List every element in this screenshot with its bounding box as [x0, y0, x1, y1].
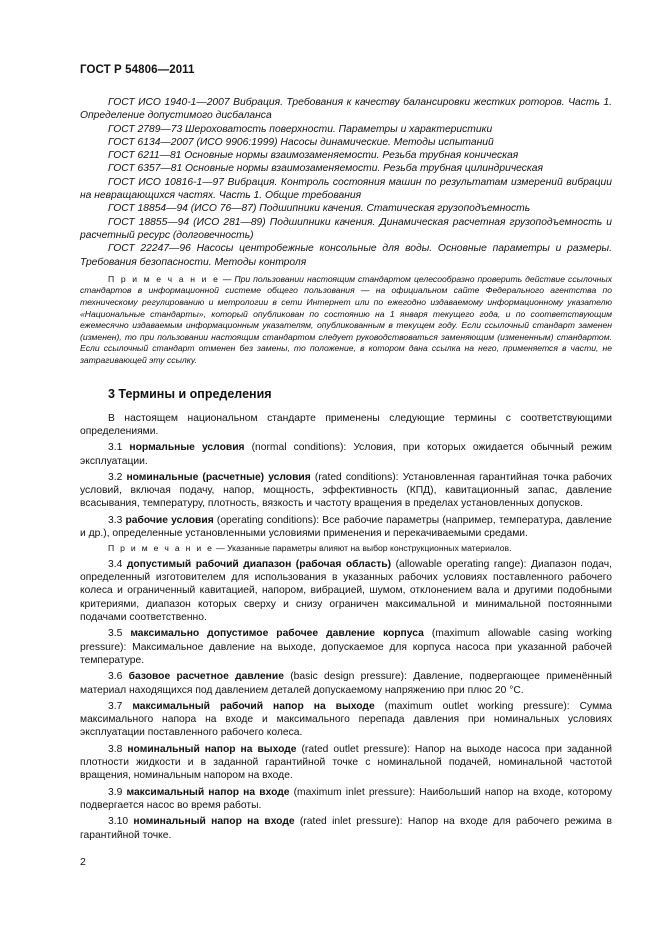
normative-references-list: [80, 96, 612, 269]
term-definition: [80, 670, 612, 697]
term-definition: [80, 627, 612, 667]
reference-item: ГОСТ 18854—94 (ИСО 76—87) Подшипники качения. Статическая грузоподъемность: [108, 203, 531, 215]
reference-item: ГОСТ 6211—81 Основные нормы взаимозаменяемости. Резьба трубная коническая: [108, 150, 519, 162]
note-text: — При пользовании настоящим стандартом целесообразно проверить действие ссылочных стандартов в информационной системе общего пользования — на официальном сайте Федерального агентства по техническому регулированию и метрологии в сети Интернет или по ежегодно издаваемому информационному указателю «Национальные стандарты», который опубликован по состоянию на 1 января текущего года, и по соответствующим ежемесячно издаваемым информационным указателям, опубликованным в текущем году. Если ссылочный стандарт заменен (изменен), то при пользовании настоящим стандартом следует руководствоваться заменяющим (измененным) стандартом. Если ссылочный стандарт отменен без замены, то положение, в котором дана ссылка на него, применяется в части, не затрагивающей эту ссылку.: [80, 273, 612, 366]
term-definition: [80, 471, 612, 511]
term-number: 3.4: [108, 558, 123, 570]
note-text: — Указанные параметры влияют на выбор конструкционных материалов.: [213, 543, 512, 554]
term-definition: [80, 743, 612, 783]
term-name: максимальный напор на входе: [126, 786, 290, 798]
term-definition: [80, 815, 612, 842]
note-label: П р и м е ч а н и е: [108, 273, 220, 284]
term-name: максимальный рабочий напор на выходе: [132, 700, 375, 712]
term-name: номинальный напор на входе: [133, 816, 295, 828]
term-text: (rated inlet pressure): Напор на входе для рабочего режима в гарантийной точке.: [80, 816, 612, 841]
term-name: допустимый рабочий диапазон (рабочая область): [126, 558, 392, 570]
term-number: 3.9: [108, 786, 123, 798]
term-text: (operating conditions): Все рабочие параметры (например, температура, давление и др.), определенные установленными условиями применения и перекачиваемыми средами.: [80, 514, 612, 539]
term-text: (basic design pressure): Давление, подвергающее применённый материал находящихся под давлением деталей допускаемому напряжению при плюс 20 °C.: [80, 671, 612, 696]
term-definition: [80, 558, 612, 624]
term-text: (maximum allowable casing working pressure): Максимальное давление на выходе, допускаемое для корпуса насоса при указанной рабочей температуре.: [80, 628, 612, 666]
term-text: (rated outlet pressure): Напор на выходе насоса при заданной плотности жидкости и в заданной гарантийной точке с номинальной подачей, номинальной частотой вращения, номинальным напором на входе.: [80, 743, 612, 782]
term-number: 3.2: [108, 471, 123, 483]
reference-item: ГОСТ 18855—94 (ИСО 281—89) Подшипники качения. Динамическая расчетная грузоподъемность и расчетный ресурс (долговечность): [80, 216, 612, 241]
term-text: (allowable operating range): Диапазон подач, определенный изготовителем для использования в указанных рабочих условиях поставленного рабочего колеса и ограниченный кавитацией, напором, вибрацией, шумом, отклонением вала и другими подобными критериями, диапазон которых сверху и снизу ограничен максимальной и минимальной постоянными подачами соответственно.: [80, 558, 612, 624]
term-text: (maximum outlet working pressure): Сумма максимального напора на входе и максимального перепада давления при номинальных условиях эксплуатации поставленного рабочего колеса.: [80, 700, 612, 739]
term-name: нормальные условия: [129, 442, 245, 454]
term-number: 3.3: [108, 514, 123, 526]
reference-item: ГОСТ ИСО 10816-1—97 Вибрация. Контроль состояния машин по результатам измерений вибрации на невращающихся частях. Часть 1. Общие требования: [80, 176, 612, 202]
page-number: 2: [80, 856, 86, 868]
section-title: 3 Термины и определения: [108, 386, 272, 401]
term-name: базовое расчетное давление: [128, 671, 284, 683]
term-number: 3.7: [108, 700, 123, 712]
term-definition: [80, 786, 612, 813]
section-intro: В настоящем национальном стандарте применены следующие термины с соответствующими определениями.: [80, 412, 612, 437]
term-definition: [80, 441, 612, 468]
note-label: П р и м е ч а н и е: [108, 543, 214, 554]
term-name: номинальный напор на выходе: [127, 743, 297, 755]
term-name: рабочие условия: [125, 514, 214, 526]
reference-item: ГОСТ ИСО 1940-1—2007 Вибрация. Требования к качеству балансировки жестких роторов. Часть 1. Определение допустимого дисбаланса: [80, 97, 612, 122]
reference-item: ГОСТ 6134—2007 (ИСО 9906:1999) Насосы динамические. Методы испытаний: [108, 136, 494, 148]
term-number: 3.8: [108, 743, 123, 755]
document-header: ГОСТ Р 54806—2011: [80, 64, 195, 76]
term-number: 3.10: [108, 816, 129, 828]
term-definition: [80, 700, 612, 740]
reference-item: ГОСТ 22247—96 Насосы центробежные консольные для воды. Основные параметры и размеры. Требования безопасности. Методы контроля: [80, 243, 612, 268]
reference-item: ГОСТ 2789—73 Шероховатость поверхности. Параметры и характеристики: [108, 123, 493, 135]
term-number: 3.1: [108, 442, 123, 454]
reference-item: ГОСТ 6357—81 Основные нормы взаимозаменяемости. Резьба трубная цилиндрическая: [108, 163, 543, 175]
term-number: 3.5: [108, 628, 123, 640]
note-references: [80, 274, 612, 367]
term-text: (normal conditions): Условия, при которых ожидается обычный режим эксплуатации.: [80, 442, 612, 467]
term-definition: [80, 514, 612, 541]
term-text: (maximum inlet pressure): Наибольший напор на входе, которому подвергается насос во время работы.: [80, 786, 612, 811]
term-text: (rated conditions): Установленная гарантийная точка рабочих условий, включая подачу, напор, мощность, эффективность (КПД), кавитационный запас, давление всасывания, температуру, плотность, вязкость и частоту вращения в пределах установленных допусков.: [80, 471, 612, 510]
term-name: номинальные (расчетные) условия: [126, 471, 311, 483]
term-number: 3.6: [108, 671, 123, 683]
note-parameters: [80, 543, 612, 555]
term-name: максимально допустимое рабочее давление корпуса: [130, 628, 424, 640]
page-content: [80, 96, 612, 842]
